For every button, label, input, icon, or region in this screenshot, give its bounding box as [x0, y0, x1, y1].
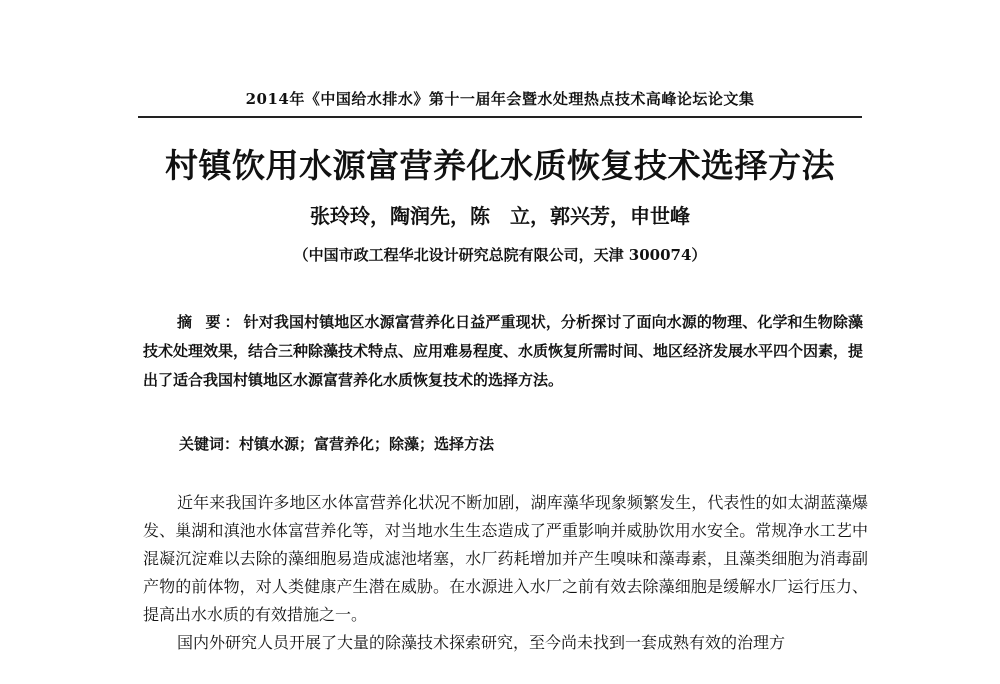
author-list: 张玲玲，陶润先，陈 立，郭兴芳，申世峰 [310, 204, 690, 228]
header-rule [138, 116, 862, 118]
body-paragraph-1: 近年来我国许多地区水体富营养化状况不断加剧，湖库藻华现象频繁发生，代表性的如太湖蓝藻爆发、巢湖和滇池水体富营养化等，对当地水生生态造成了严重影响并威胁饮用水安全。常规净水工艺中混凝沉淀难以去除的藻细胞易造成滤池堵塞，水厂药耗增加并产生嗅味和藻毒素，且藻类细胞为消毒副产物的前体物，对人类健康产生潜在威胁。在水源进入水厂之前有效去除藻细胞是缓解水厂运行压力、提高出水水质的有效措施之一。 [143, 493, 868, 624]
body-paragraph-2: 国内外研究人员开展了大量的除藻技术探索研究，至今尚未找到一套成熟有效的治理方 [177, 633, 786, 652]
keywords-label: 关键词： [179, 435, 240, 453]
keywords [179, 432, 869, 456]
paper-title: 村镇饮用水源富营养化水质恢复技术选择方法 [165, 146, 835, 185]
abstract-label: 摘 要： [177, 313, 244, 331]
running-header: 2014年《中国给水排水》第十一届年会暨水处理热点技术高峰论坛论文集 [245, 90, 755, 108]
keywords-text: 村镇水源；富营养化；除藻；选择方法 [239, 435, 495, 453]
abstract [143, 308, 863, 395]
abstract-text: 针对我国村镇地区水源富营养化日益严重现状，分析探讨了面向水源的物理、化学和生物除藻技术处理效果，结合三种除藻技术特点、应用难易程度、水质恢复所需时间、地区经济发展水平四个因素，提出了适合我国村镇地区水源富营养化水质恢复技术的选择方法。 [143, 313, 864, 389]
body-text [143, 489, 868, 657]
affiliation: （中国市政工程华北设计研究总院有限公司，天津 300074） [293, 246, 707, 264]
